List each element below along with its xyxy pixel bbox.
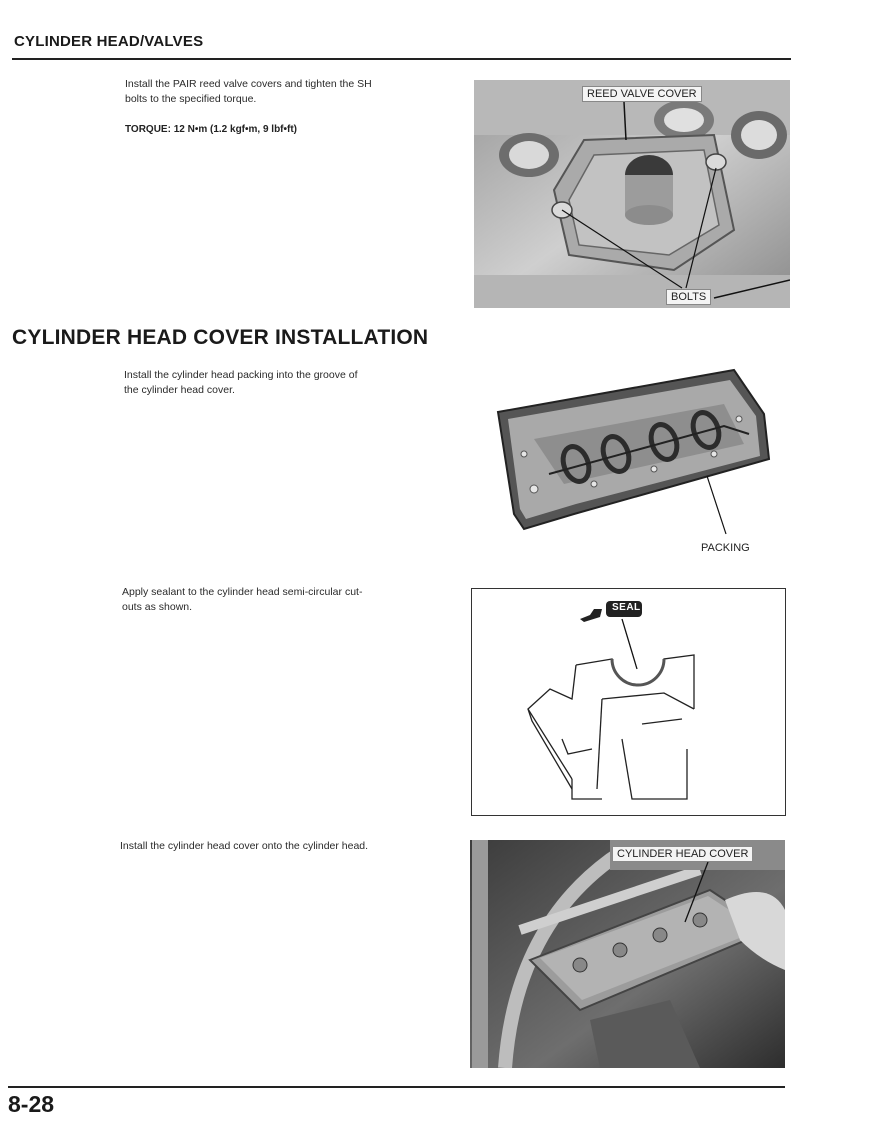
reed-valve-cover-photo	[474, 80, 790, 308]
pair-text-line1: Install the PAIR reed valve covers and tighten the SH	[125, 78, 372, 90]
cylinder-head-cover-photo	[470, 840, 785, 1068]
packing-instructions	[124, 368, 464, 398]
section-title: CYLINDER HEAD COVER INSTALLATION	[12, 326, 429, 349]
footer-rule	[8, 1086, 785, 1088]
install-text-line1: Install the cylinder head cover onto the cylinder head.	[120, 840, 369, 852]
packing-text-line1: Install the cylinder head packing into the groove of	[124, 369, 358, 381]
seal-label: SEAL	[612, 602, 641, 613]
packing-photo	[494, 364, 784, 564]
pair-instructions	[125, 77, 465, 107]
reed-valve-illustration	[474, 80, 790, 308]
sealant-text-line2: outs as shown.	[122, 601, 193, 613]
packing-illustration	[494, 364, 784, 564]
sealant-text-line1: Apply sealant to the cylinder head semi-circular cut-	[122, 586, 363, 598]
header-rule	[12, 58, 791, 60]
install-instructions	[120, 839, 465, 854]
pair-text-line2: bolts to the specified torque.	[125, 93, 257, 105]
torque-spec: TORQUE: 12 N•m (1.2 kgf•m, 9 lbf•ft)	[125, 124, 298, 135]
sealant-line-drawing	[472, 589, 785, 815]
head-cover-illustration	[470, 840, 785, 1068]
cylinder-head-cover-label: CYLINDER HEAD COVER	[612, 846, 753, 862]
packing-label: PACKING	[701, 542, 750, 554]
packing-text-line2: the cylinder head cover.	[124, 384, 235, 396]
reed-valve-cover-label: REED VALVE COVER	[582, 86, 702, 102]
bolts-label: BOLTS	[666, 289, 711, 305]
sealant-diagram	[471, 588, 786, 816]
page-number: 8-28	[8, 1091, 55, 1117]
section-header: CYLINDER HEAD/VALVES	[14, 33, 204, 50]
sealant-instructions	[122, 585, 462, 615]
